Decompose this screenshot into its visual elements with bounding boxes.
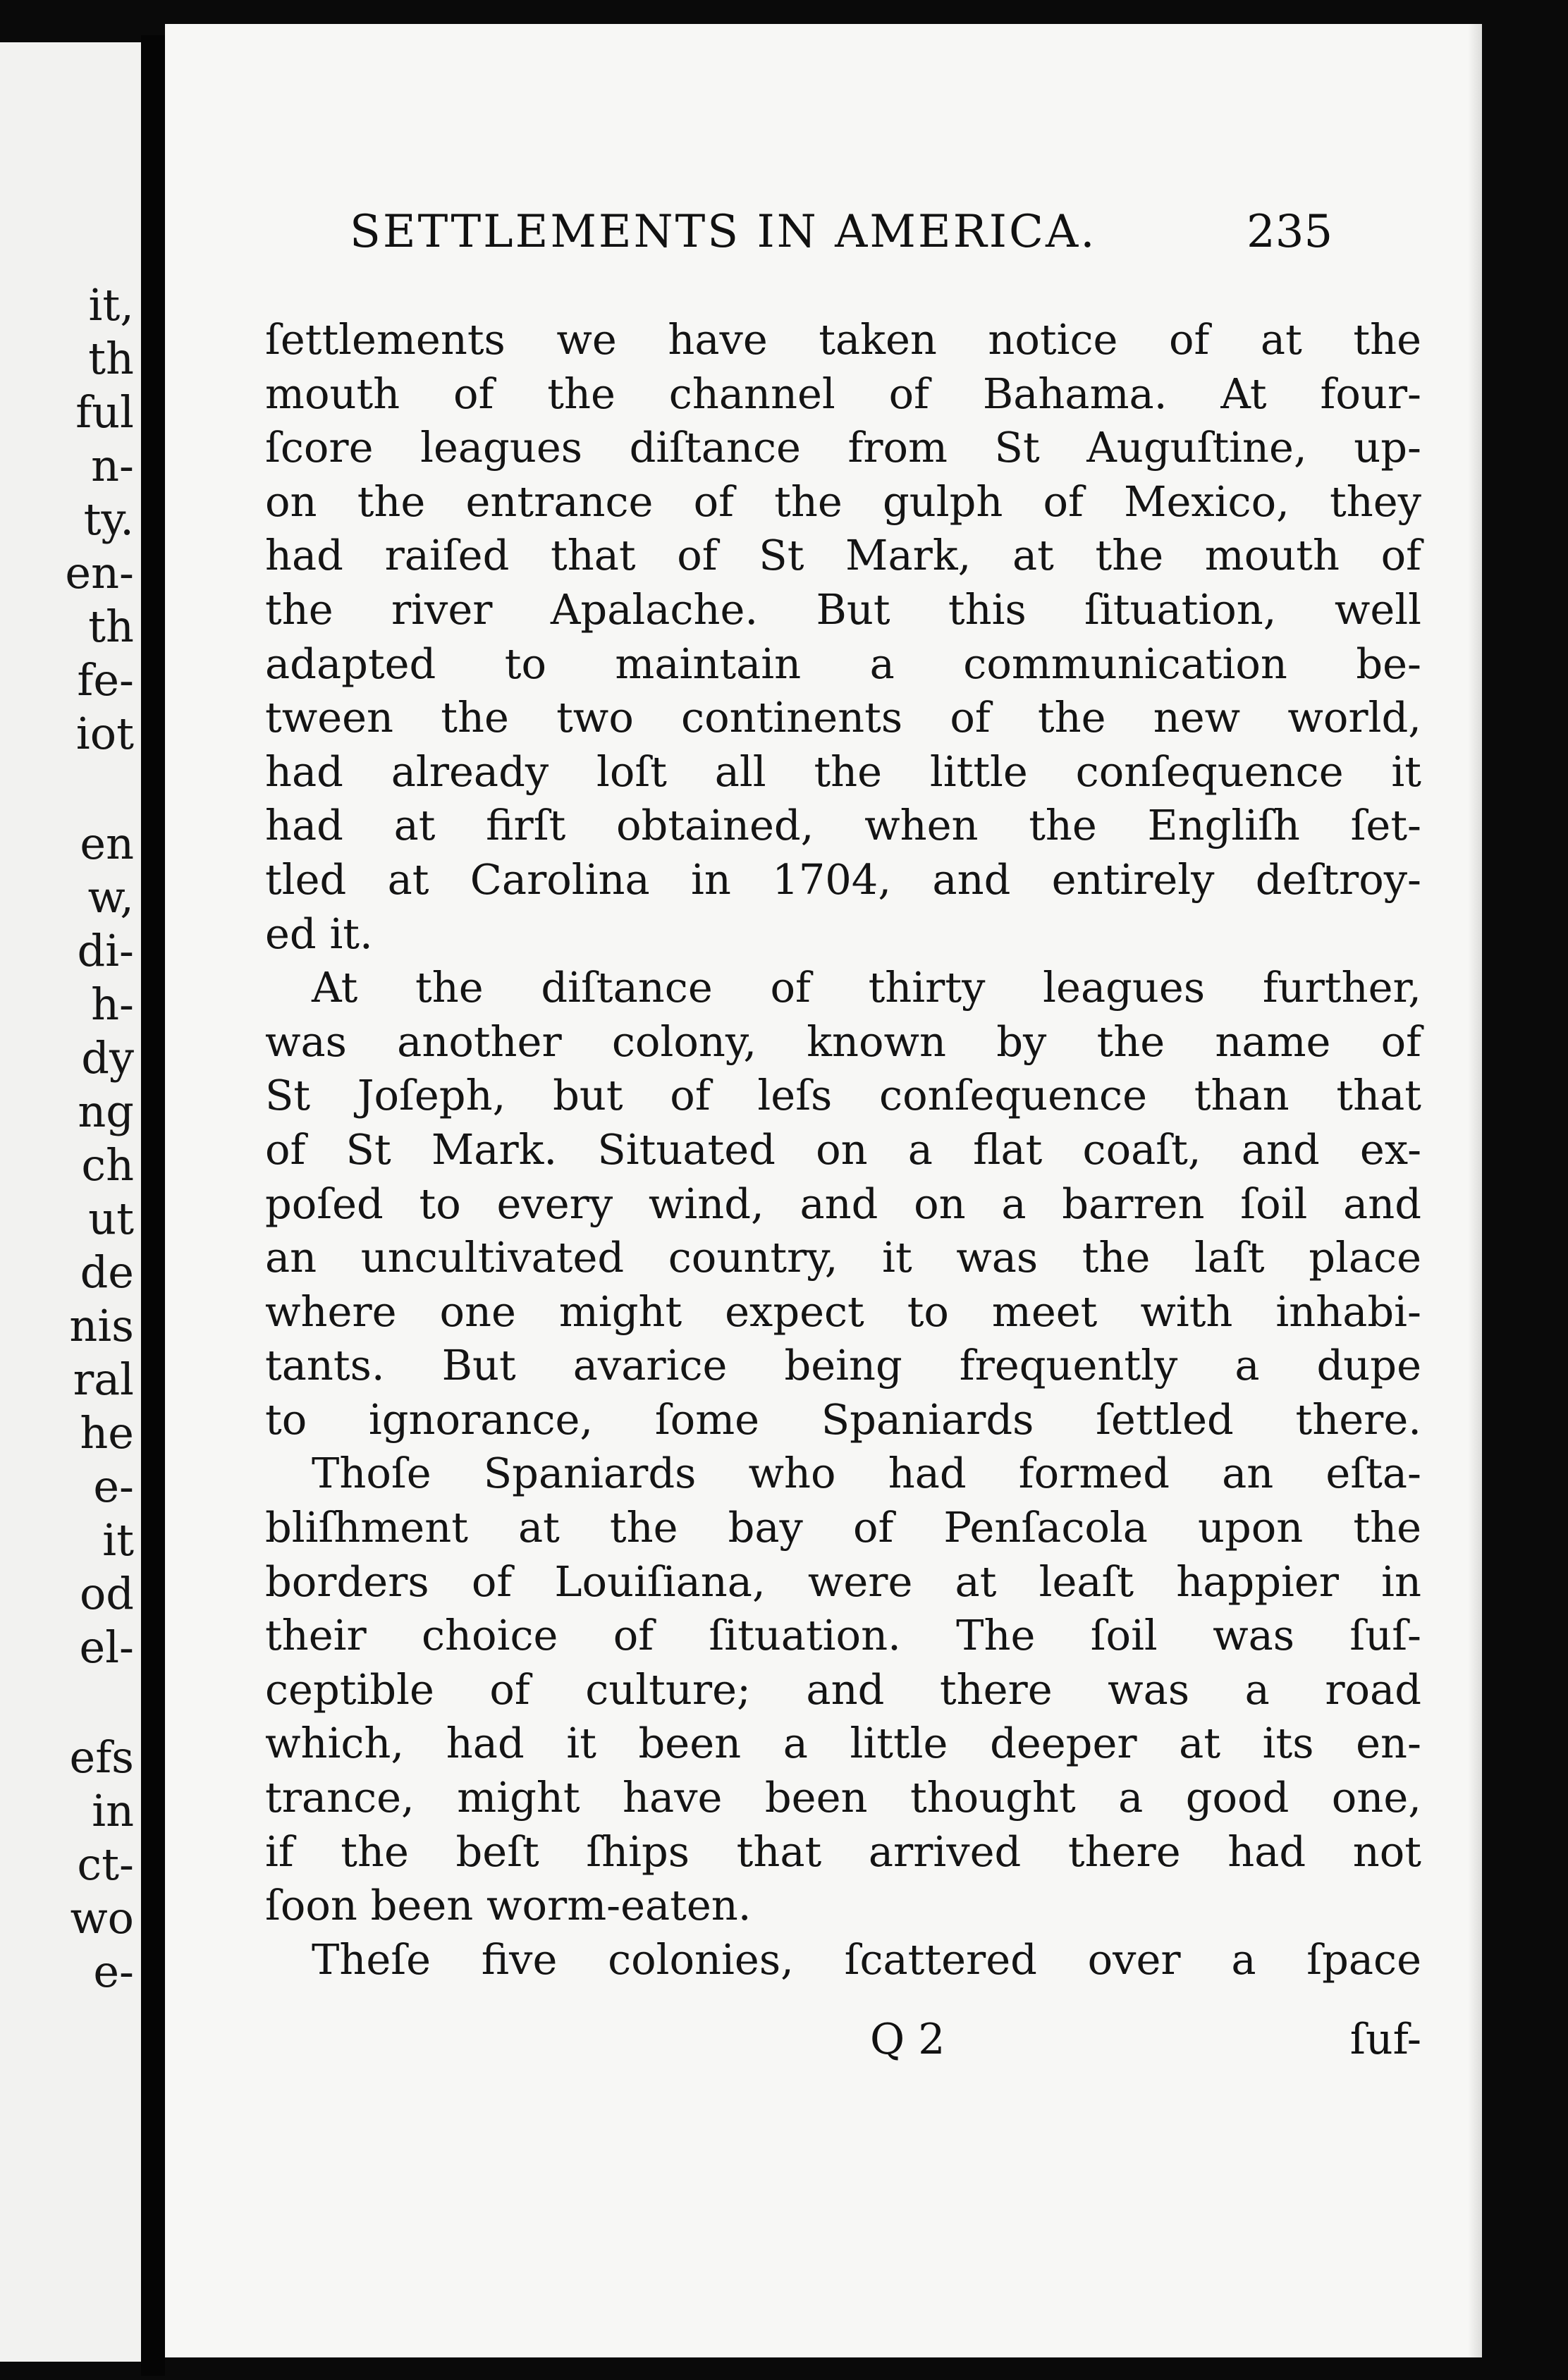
facing-page-fragment-line: wo (70, 1892, 134, 1944)
facing-page-fragment-line: ct- (77, 1839, 134, 1890)
facing-page-fragment-line: efs (69, 1731, 134, 1783)
facing-page-fragment-line: e- (93, 1946, 134, 1997)
page-header (165, 206, 1482, 269)
body-text (265, 313, 1421, 1987)
facing-page-fragment-line: ral (73, 1354, 134, 1405)
facing-page-fragment-line: ty. (83, 493, 134, 545)
facing-page-fragment (0, 42, 141, 2362)
text-line: ed it. (265, 909, 373, 958)
facing-page-fragment-line: iot (75, 708, 134, 759)
paragraph-start-line: At the diſtance of thirty leagues further, (312, 963, 1421, 1012)
text-line: tants. But avarice being frequently a dupe (265, 1341, 1421, 1390)
facing-page-fragment-line: it, (88, 279, 134, 331)
facing-page-fragment-line: e- (93, 1461, 134, 1512)
paragraph-start-line: Theſe five colonies, ſcattered over a ſpace (312, 1934, 1421, 1984)
facing-page-fragment-line: th (88, 601, 134, 652)
text-line: which, had it been a little deeper at its en- (265, 1719, 1421, 1768)
facing-page-fragment-line: he (80, 1407, 134, 1459)
text-line: adapted to maintain a communication be- (265, 639, 1421, 688)
facing-page-fragment-line: nis (69, 1300, 134, 1351)
text-line: the river Apalache. But this ſituation, well (265, 584, 1421, 634)
text-line: ſoon been worm-eaten. (265, 1881, 752, 1930)
facing-page-fragment-line: ut (88, 1193, 134, 1244)
text-line: was another colony, known by the name of (265, 1017, 1421, 1066)
text-line: tled at Carolina in 1704, and entirely deſtroy- (265, 854, 1421, 904)
facing-page-fragment-line: fe- (77, 654, 134, 706)
facing-page-fragment-line: en (80, 818, 134, 869)
facing-page-fragment-line: w, (87, 871, 134, 923)
paragraph-start-line: Thoſe Spaniards who had formed an eſta- (312, 1449, 1421, 1498)
facing-page-fragment-line: dy (81, 1032, 134, 1084)
text-line: ceptible of culture; and there was a road (265, 1664, 1421, 1714)
text-line: trance, might have been thought a good one, (265, 1773, 1421, 1822)
text-line: their choice of ſituation. The ſoil was ſuſ- (265, 1611, 1421, 1660)
facing-page-fragment-line: n- (91, 440, 134, 491)
running-head: SETTLEMENTS IN AMERICA. (350, 206, 1097, 258)
catchword: ſuf- (1349, 2015, 1421, 2064)
facing-page-fragment-line: h- (91, 979, 134, 1030)
facing-page-fragment-line: it (102, 1514, 134, 1566)
text-line: poſed to every wind, and on a barren ſoil and (265, 1179, 1421, 1228)
page-edge-shadow (1468, 24, 1482, 2357)
text-line: had raiſed that of St Mark, at the mouth of (265, 531, 1421, 580)
text-line: where one might expect to meet with inhabi- (265, 1287, 1421, 1336)
facing-page-fragment-line: en- (65, 547, 134, 599)
facing-page-fragment-line: de (80, 1246, 134, 1298)
text-line: on the entrance of the gulph of Mexico, they (265, 477, 1421, 526)
text-line: if the beſt ſhips that arrived there had not (265, 1827, 1421, 1876)
text-line: borders of Louiſiana, were at leaſt happier in (265, 1557, 1421, 1606)
facing-page-fragment-line: di- (77, 925, 134, 976)
facing-page-fragment-line: ful (75, 386, 134, 438)
facing-page-fragment-line: in (92, 1785, 134, 1836)
page-number: 235 (1247, 206, 1333, 258)
text-line: bliſhment at the bay of Penſacola upon the (265, 1503, 1421, 1552)
text-line: tween the two continents of the new world, (265, 693, 1421, 742)
facing-page-fragment-line: el- (79, 1621, 134, 1673)
facing-page-fragment-line: th (88, 333, 134, 384)
facing-page-fragment-line: ng (78, 1086, 134, 1137)
text-line: St Joſeph, but of leſs conſequence than that (265, 1071, 1421, 1120)
text-line: ſcore leagues diſtance from St Auguſtine, up- (265, 423, 1421, 472)
facing-page-fragment-line: ch (81, 1139, 134, 1191)
page-footer (265, 2015, 1421, 2071)
text-line: an uncultivated country, it was the laſt place (265, 1233, 1421, 1282)
facing-page-fragment-line: od (79, 1568, 134, 1619)
text-line: mouth of the channel of Bahama. At four- (265, 369, 1421, 418)
signature-mark: Q 2 (870, 2015, 945, 2064)
text-line: had at firſt obtained, when the Engliſh ſet- (265, 801, 1421, 850)
book-gutter (141, 35, 165, 2376)
text-line: of St Mark. Situated on a flat coaſt, and ex- (265, 1124, 1421, 1174)
text-line: to ignorance, ſome Spaniards ſettled there. (265, 1394, 1421, 1444)
book-page (165, 24, 1482, 2357)
text-line: had already loſt all the little conſequence it (265, 747, 1421, 796)
text-line: ſettlements we have taken notice of at the (265, 315, 1421, 364)
